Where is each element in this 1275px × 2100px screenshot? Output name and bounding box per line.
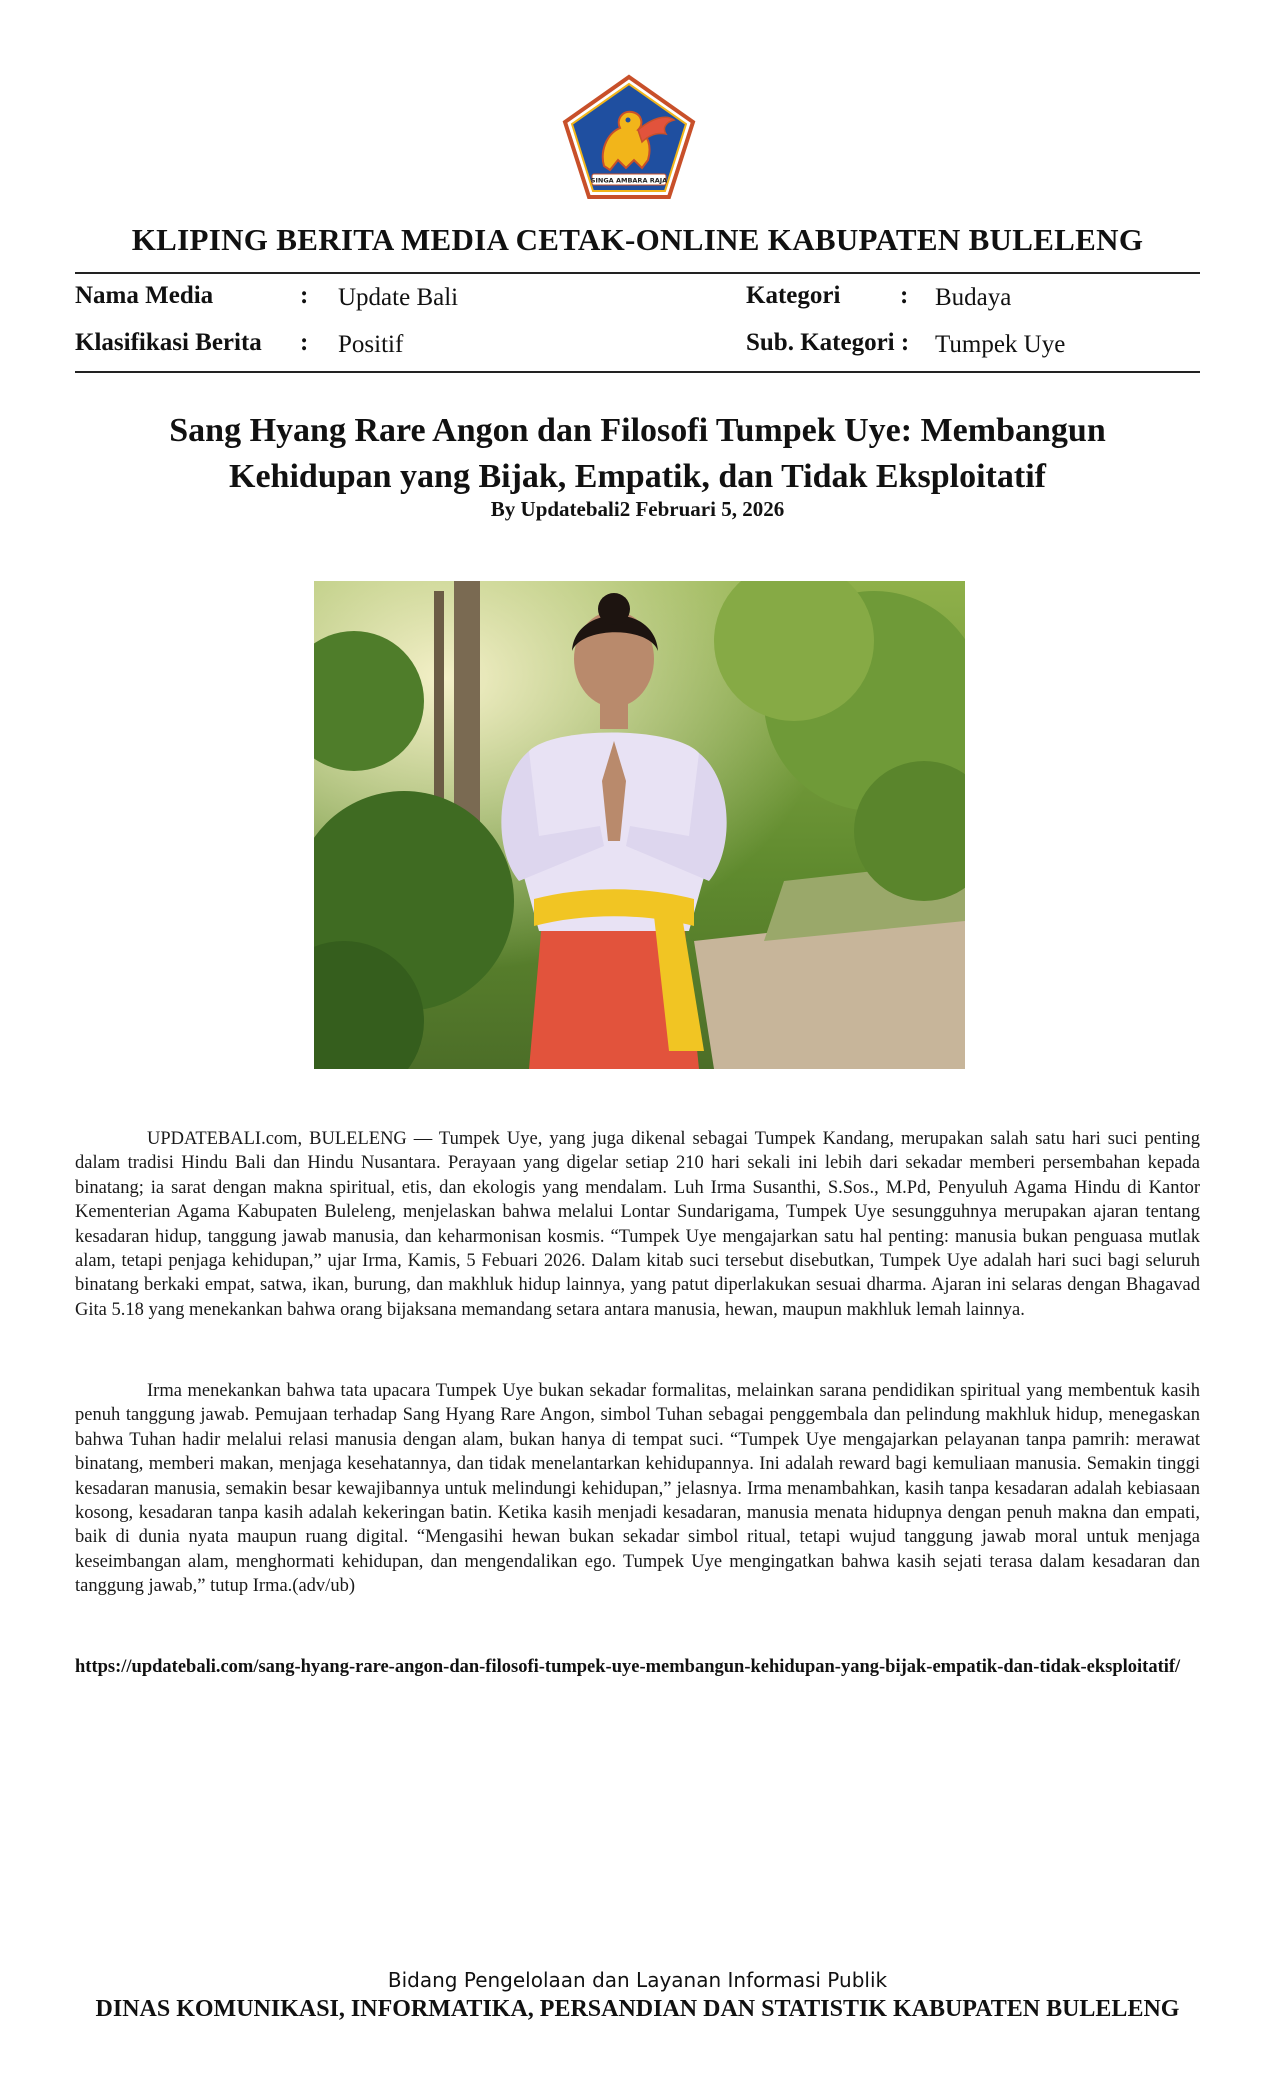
- headline-line-2: Kehidupan yang Bijak, Empatik, dan Tidak Eksploitatif: [229, 458, 1046, 495]
- media-label: Nama Media: [75, 282, 214, 309]
- kategori-separator: :: [900, 282, 909, 309]
- media-value: Update Bali: [338, 284, 459, 311]
- sub-kategori-value: Tumpek Uye: [935, 331, 1066, 358]
- article-photo: [314, 581, 965, 1069]
- sub-kategori-label: Sub. Kategori :: [746, 329, 910, 356]
- klasifikasi-value: Positif: [338, 331, 404, 358]
- klasifikasi-separator: :: [300, 329, 309, 356]
- article-byline: By Updatebali2 Februari 5, 2026: [490, 497, 785, 521]
- kategori-value: Budaya: [935, 284, 1012, 311]
- klasifikasi-label: Klasifikasi Berita: [75, 329, 262, 356]
- footer-agency: DINAS KOMUNIKASI, INFORMATIKA, PERSANDIAN DAN STATISTIK KABUPATEN BULELENG: [95, 1996, 1180, 2022]
- media-separator: :: [300, 282, 309, 309]
- logo-motto: SINGA AMBARA RAJA: [590, 176, 668, 185]
- kategori-label: Kategori: [746, 282, 841, 309]
- paragraph-1-text: UPDATEBALI.com, BULELENG — Tumpek Uye, yang juga dikenal sebagai Tumpek Kandang, merupakan salah satu hari suci penting dalam tradisi Hindu Bali dan Hindu Nusantara. Perayaan yang digelar setiap 210 hari sekali ini lebih dari sekadar memberi persembahan kepada binatang; ia sarat dengan makna spiritual, etis, dan ekologis yang mendalam. Luh Irma Susanthi, S.Sos., M.Pd, Penyuluh Agama Hindu di Kantor Kementerian Agama Kabupaten Buleleng, menjelaskan bahwa melalui Lontar Sundarigama, Tumpek Uye sesungguhnya merupakan ajaran tentang kesadaran hidup, tanggung jawab manusia, dan keharmonisan kosmis. “Tumpek Uye mengajarkan satu hal penting: manusia bukan penguasa mutlak alam, tetapi penjaga kehidupan,” ujar Irma, Kamis, 5 Febuari 2026. Dalam kitab suci tersebut disebutkan, Tumpek Uye adalah hari suci bagi seluruh binatang berkaki empat, satwa, ikan, burung, dan makhluk hidup lainnya, yang patut diperlakukan sesuai dharma. Ajaran ini selaras dengan Bhagavad Gita 5.18 yang menekankan bahwa orang bijaksana memandang setara antara manusia, hewan, maupun makhluk lemah lainnya.: [75, 1129, 1200, 1320]
- headline-line-1: Sang Hyang Rare Angon dan Filosofi Tumpek Uye: Membangun: [169, 412, 1106, 449]
- article-paragraph-2: [75, 1379, 1200, 1599]
- article-paragraph-1: [75, 1127, 1200, 1322]
- header-bottom-divider: [75, 371, 1200, 373]
- article-headline: [75, 408, 1200, 500]
- paragraph-2-text: Irma menekankan bahwa tata upacara Tumpek Uye bukan sekadar formalitas, melainkan sarana pendidikan spiritual yang membentuk kasih penuh tanggung jawab. Pemujaan terhadap Sang Hyang Rare Angon, simbol Tuhan sebagai penggembala dan pelindung makhluk hidup, menegaskan bahwa Tuhan hadir melalui relasi manusia dengan alam, bukan hanya di tempat suci. “Tumpek Uye mengajarkan pelayanan tanpa pamrih: merawat binatang, memberi makan, menjaga kesehatannya, dan tidak menelantarkan kehidupannya. Ini adalah reward bagi kemuliaan manusia. Semakin tinggi kesadaran manusia, semakin besar kewajibannya untuk melindungi kehidupan,” jelasnya. Irma menambahkan, kasih tanpa kesadaran adalah kebiasaan kosong, kesadaran tanpa kasih adalah kekeringan batin. Ketika kasih menjadi kesadaran, manusia menata hidupnya dengan penuh makna dan empati, baik di dunia nyata maupun ruang digital. “Mengasihi hewan bukan sekadar simbol ritual, tetapi wujud tanggung jawab moral untuk menjaga keseimbangan alam, menghormati kehidupan, dan mengendalikan ego. Tumpek Uye mengingatkan bahwa kasih sejati terasa dalam kesadaran dan tanggung jawab,” tutup Irma.(adv/ub): [75, 1381, 1200, 1597]
- regency-logo: [562, 74, 696, 200]
- source-link[interactable]: https://updatebali.com/sang-hyang-rare-angon-dan-filosofi-tumpek-uye-membangun-kehidupan-yang-bijak-empatik-dan-tidak-eksploitatif/: [75, 1657, 1181, 1677]
- clipping-title: KLIPING BERITA MEDIA CETAK-ONLINE KABUPATEN BULELENG: [131, 222, 1144, 257]
- header-top-divider: [75, 272, 1200, 274]
- footer-department: Bidang Pengelolaan dan Layanan Informasi Publik: [387, 1968, 888, 1992]
